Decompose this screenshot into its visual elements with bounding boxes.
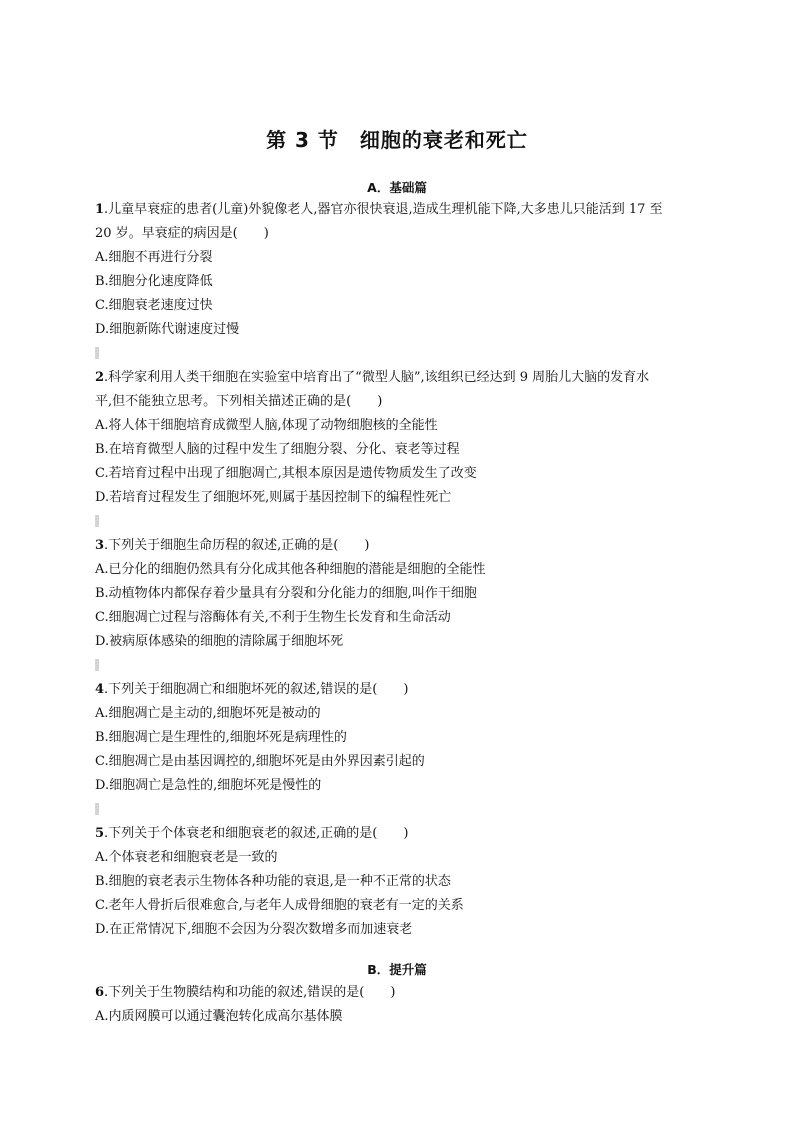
question-6-option-a: A.内质网膜可以通过囊泡转化成高尔基体膜 — [95, 1009, 343, 1024]
question-text: .下列关于个体衰老和细胞衰老的叙述,正确的是( ) — [104, 826, 409, 841]
answer-marker — [95, 803, 99, 815]
question-1-option-d: D.细胞新陈代谢速度过慢 — [95, 322, 240, 337]
question-number: 4 — [95, 682, 105, 697]
question-number: 2 — [95, 370, 105, 385]
question-2-option-c: C.若培育过程中出现了细胞凋亡,其根本原因是遗传物质发生了改变 — [95, 466, 477, 481]
question-text: .科学家利用人类干细胞在实验室中培育出了“微型人脑”,该组织已经达到 9 周胎儿大脑的发育水 — [104, 370, 650, 385]
question-text: .下列关于生物膜结构和功能的叙述,错误的是( ) — [104, 985, 396, 1000]
question-4-option-c: C.细胞凋亡是由基因调控的,细胞坏死是由外界因素引起的 — [95, 754, 425, 769]
question-5-option-d: D.在正常情况下,细胞不会因为分裂次数增多而加速衰老 — [95, 922, 413, 937]
question-5-option-a: A.个体衰老和细胞衰老是一致的 — [95, 850, 278, 865]
question-1-option-a: A.细胞不再进行分裂 — [95, 250, 213, 265]
question-2-option-b: B.在培育微型人脑的过程中发生了细胞分裂、分化、衰老等过程 — [95, 442, 460, 457]
answer-marker — [95, 515, 99, 527]
question-text: .儿童早衰症的患者(儿童)外貌像老人,器官亦很快衰退,造成生理机能下降,大多患儿只能活到 17 至 — [104, 202, 663, 217]
question-2-stem — [95, 370, 649, 386]
question-1-option-c: C.细胞衰老速度过快 — [95, 298, 213, 313]
answer-marker — [95, 347, 99, 359]
question-3-option-c: C.细胞凋亡过程与溶酶体有关,不利于生物生长发育和生命活动 — [95, 610, 451, 625]
question-5-stem — [95, 826, 408, 842]
question-2-option-a: A.将人体干细胞培育成微型人脑,体现了动物细胞核的全能性 — [95, 418, 438, 433]
question-number: 1 — [95, 202, 105, 217]
question-4-option-d: D.细胞凋亡是急性的,细胞坏死是慢性的 — [95, 778, 322, 793]
question-4-option-b: B.细胞凋亡是生理性的,细胞坏死是病理性的 — [95, 730, 347, 745]
question-6-stem — [95, 985, 395, 1001]
question-3-option-d: D.被病原体感染的细胞的清除属于细胞坏死 — [95, 634, 344, 649]
question-number: 6 — [95, 985, 105, 1000]
question-3-option-a: A.已分化的细胞仍然具有分化成其他各种细胞的潜能是细胞的全能性 — [95, 562, 486, 577]
question-3-option-b: B.动植物体内都保存着少量具有分裂和分化能力的细胞,叫作干细胞 — [95, 586, 477, 601]
answer-marker — [95, 659, 99, 671]
question-text: .下列关于细胞凋亡和细胞坏死的叙述,错误的是( ) — [104, 682, 409, 697]
question-1-stem-cont: 20 岁。早衰症的病因是( ) — [95, 226, 269, 241]
section-heading-basic: A．基础篇 — [367, 180, 427, 195]
question-text: .下列关于细胞生命历程的叙述,正确的是( ) — [104, 538, 370, 553]
question-number: 5 — [95, 826, 105, 841]
question-2-stem-cont: 平,但不能独立思考。下列相关描述正确的是( ) — [95, 394, 383, 409]
page-title: 第 3 节 细胞的衰老和死亡 — [266, 128, 528, 152]
question-1-option-b: B.细胞分化速度降低 — [95, 274, 213, 289]
section-heading-advanced: B．提升篇 — [367, 962, 427, 977]
question-4-stem — [95, 682, 408, 698]
question-4-option-a: A.细胞凋亡是主动的,细胞坏死是被动的 — [95, 706, 321, 721]
question-1-stem — [95, 202, 663, 218]
question-5-option-b: B.细胞的衰老表示生物体各种功能的衰退,是一种不正常的状态 — [95, 874, 451, 889]
question-5-option-c: C.老年人骨折后很难愈合,与老年人成骨细胞的衰老有一定的关系 — [95, 898, 464, 913]
question-3-stem — [95, 538, 369, 554]
question-number: 3 — [95, 538, 105, 553]
question-2-option-d: D.若培育过程发生了细胞坏死,则属于基因控制下的编程性死亡 — [95, 490, 452, 505]
